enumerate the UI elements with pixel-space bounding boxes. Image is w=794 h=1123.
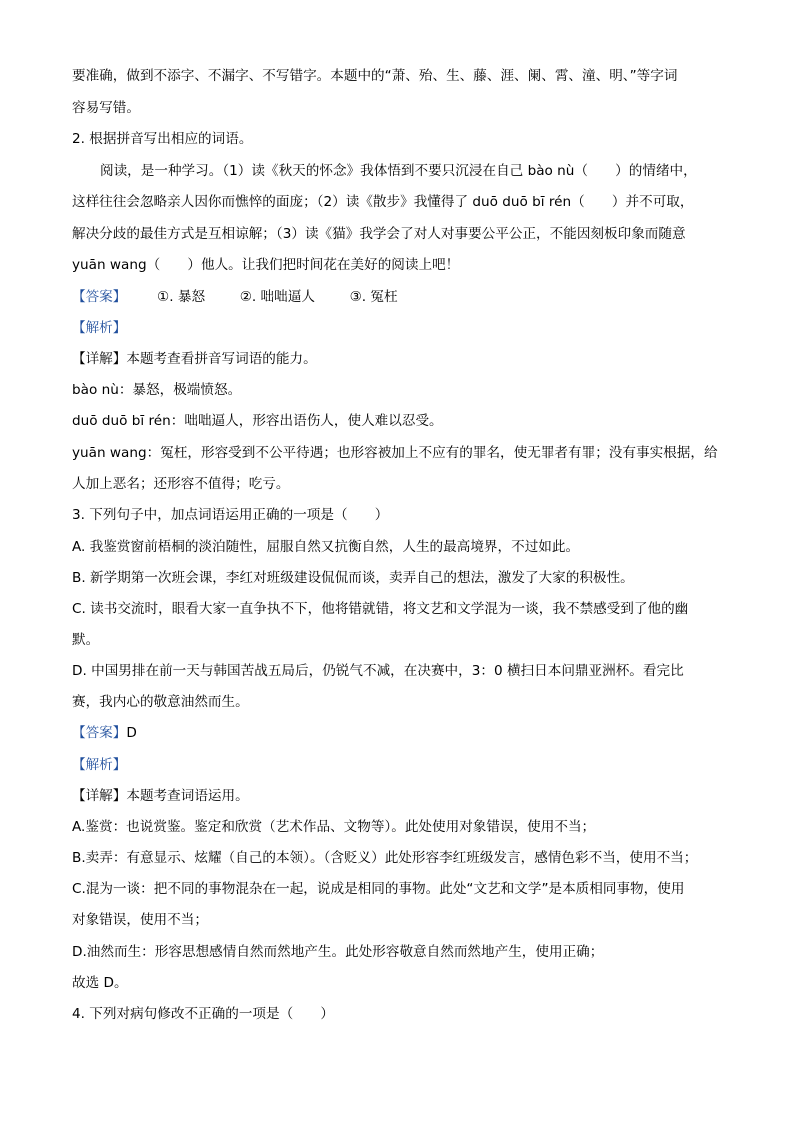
detail-line: 人加上恶名；还形容不值得；吃亏。: [72, 476, 290, 492]
question-2-passage-line: 阅读，是一种学习。（1）读《秋天的怀念》我体悟到不要只沉浸在自己 bào nù（ ）的情绪中，: [100, 163, 697, 179]
question-2-passage-line: yuān wang（ ）他人。让我们把时间花在美好的阅读上吧！: [72, 257, 460, 273]
question-2-passage-line: 解决分歧的最佳方式是互相谅解；（3）读《猫》我学会了对人对事要公平公正，不能因刻板印象而随意: [72, 226, 686, 242]
question-2-stem: 2. 根据拼音写出相应的词语。: [72, 131, 253, 147]
answer-value: D: [126, 725, 137, 741]
answer-item: ③. 冤枉: [349, 289, 398, 305]
answer-row: [72, 724, 722, 742]
answer-item: ②. 咄咄逼人: [239, 289, 315, 305]
option-d: D. 中国男排在前一天与韩国苦战五局后，仍锐气不减，在决赛中，3：0 横扫日本问鼎亚洲杯。看完比: [72, 663, 684, 679]
body-text-line: 要准确，做到不添字、不漏字、不写错字。本题中的“萧、殆、生、藤、涯、阑、霄、潼、明、”等字词: [72, 68, 678, 84]
detail-line: B.卖弄：有意显示、炫耀（自己的本领）。（含贬义）此处形容李红班级发言，感情色彩不当，使用不当；: [72, 850, 698, 866]
detail-line: 对象错误，使用不当；: [72, 912, 208, 928]
question-3-stem: 3. 下列句子中，加点词语运用正确的一项是（ ）: [72, 507, 389, 523]
analysis-tag: 【解析】: [72, 757, 127, 773]
analysis-tag: 【解析】: [72, 320, 127, 336]
option-c: C. 读书交流时，眼看大家一直争执不下，他将错就错，将文艺和文学混为一谈，我不禁感受到了他的幽: [72, 601, 689, 617]
detail-line: 【详解】本题考查词语运用。: [72, 788, 249, 804]
detail-line: 【详解】本题考查看拼音写词语的能力。: [72, 351, 317, 367]
detail-line: yuān wang：冤枉，形容受到不公平待遇；也形容被加上不应有的罪名，使无罪者有罪；没有事实根据，给: [72, 445, 718, 461]
detail-line: bào nù：暴怒，极端愤怒。: [72, 382, 242, 398]
answer-tag: 【答案】: [72, 289, 127, 305]
body-text-line: 容易写错。: [72, 100, 140, 116]
detail-line: duō duō bī rén：咄咄逼人，形容出语伤人，使人难以忍受。: [72, 413, 443, 429]
answer-row: [72, 288, 722, 306]
detail-line: A.鉴赏：也说赏鉴。鉴定和欣赏（艺术作品、文物等）。此处使用对象错误，使用不当；: [72, 819, 596, 835]
question-2-passage-line: 这样往往会忽略亲人因你而憔悴的面庞；（2）读《散步》我懂得了 duō duō bī rén（ ）并不可取，: [72, 194, 694, 210]
detail-line: 故选 D。: [72, 975, 128, 991]
answer-tag: 【答案】: [72, 725, 127, 741]
option-c-continued: 默。: [72, 632, 100, 648]
detail-line: C.混为一谈：把不同的事物混杂在一起，说成是相同的事物。此处“文艺和文学”是本质相同事物，使用: [72, 881, 685, 897]
question-4-stem: 4. 下列对病句修改不正确的一项是（ ）: [72, 1006, 334, 1022]
option-b: B. 新学期第一次班会课，李红对班级建设侃侃而谈，卖弄自己的想法，激发了大家的积极性。: [72, 570, 634, 586]
option-d-continued: 赛，我内心的敬意油然而生。: [72, 694, 249, 710]
option-a: A. 我鉴赏窗前梧桐的淡泊随性，屈服自然又抗衡自然，人生的最高境界，不过如此。: [72, 539, 580, 555]
answer-item: ①. 暴怒: [157, 289, 206, 305]
detail-line: D.油然而生：形容思想感情自然而然地产生。此处形容敬意自然而然地产生，使用正确；: [72, 944, 604, 960]
